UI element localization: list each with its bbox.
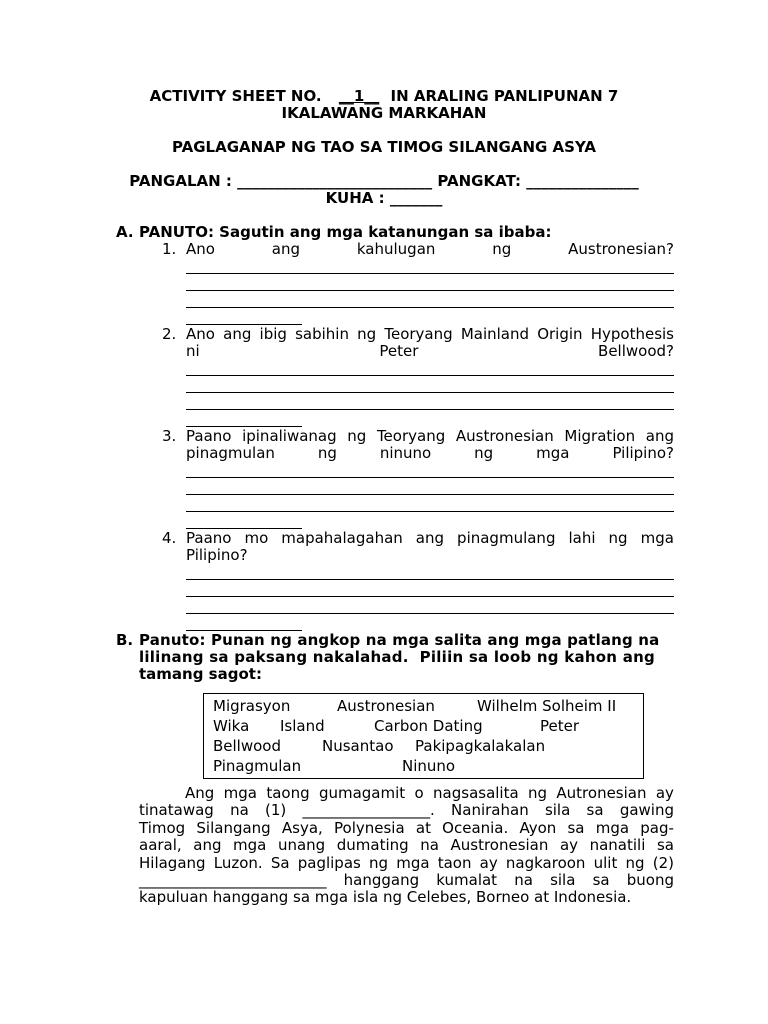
- word-bank-item: Wilhelm Solheim II: [477, 697, 617, 715]
- q1-word: ang: [271, 240, 301, 258]
- question-4-text-line2: Pilipino?: [186, 546, 248, 564]
- paragraph-word: ay: [559, 836, 579, 855]
- q3-word: Teoryang: [376, 427, 446, 445]
- page-title: PAGLAGANAP NG TAO SA TIMOG SILANGANG ASYA: [172, 138, 596, 156]
- paragraph-word: pag-: [640, 818, 674, 837]
- paragraph-word: sa: [567, 818, 585, 837]
- q3-word: mga: [536, 444, 570, 462]
- q4-word: mo: [244, 529, 269, 547]
- q4-word: pinagmulang: [457, 529, 556, 547]
- paragraph-line: [139, 872, 674, 889]
- question-4-text: [186, 530, 674, 547]
- paragraph-word: taon: [437, 853, 472, 872]
- section-a-letter: A.: [116, 223, 134, 241]
- paragraph-word: buong: [626, 871, 674, 890]
- q2-word: ng: [357, 325, 377, 343]
- q3-word: Migration: [564, 427, 636, 445]
- section-b-letter: B.: [116, 631, 134, 649]
- paragraph-line: [139, 889, 674, 906]
- section-a-instruction: PANUTO: Sagutin ang mga katanungan sa ibaba:: [139, 223, 552, 241]
- paragraph-word: Oceania.: [442, 818, 509, 837]
- section-b-instruction-2: lilinang sa paksang nakalahad. Piliin sa loob ng kahon ang: [139, 648, 655, 666]
- paragraph-word: Ang: [185, 784, 215, 802]
- question-3-text-line2: [186, 445, 674, 462]
- q2-word: Ano: [186, 325, 215, 343]
- question-3-text: [186, 428, 674, 445]
- question-1-text: [186, 241, 674, 258]
- score-field[interactable]: _______: [389, 189, 443, 207]
- word-bank-item: Pakipagkalakalan: [415, 737, 546, 755]
- heading-suffix: IN ARALING PANLIPUNAN 7: [390, 87, 619, 105]
- word-bank-item: Nusantao: [322, 737, 394, 755]
- q1-word: Austronesian?: [568, 240, 674, 258]
- paragraph-line: [139, 802, 674, 819]
- answer-line[interactable]: [186, 392, 674, 393]
- group-label: PANGKAT:: [437, 172, 521, 190]
- q2-word: Hypothesis: [590, 325, 674, 343]
- q2-word: ang: [223, 325, 252, 343]
- q3-word: ang: [645, 427, 674, 445]
- q2-word: Teoryang: [384, 325, 453, 343]
- question-number: 1.: [162, 240, 177, 258]
- paragraph-word: kumalat: [436, 871, 498, 890]
- paragraph-word: sila: [544, 801, 571, 820]
- paragraph-word: ng: [369, 853, 389, 872]
- paragraph-word: taong: [266, 784, 310, 802]
- word-bank-item: Island: [280, 717, 325, 735]
- answer-line[interactable]: [186, 596, 674, 597]
- answer-line[interactable]: [186, 290, 674, 291]
- paragraph-word: Polynesia: [334, 818, 405, 837]
- q4-word: Paano: [186, 529, 232, 547]
- q4-word: lahi: [568, 529, 596, 547]
- paragraph-word: Timog: [139, 818, 186, 837]
- q2-word: Peter: [379, 342, 419, 360]
- q3-word: Paano: [186, 427, 232, 445]
- paragraph-line: [139, 837, 674, 854]
- blank-1-field[interactable]: _________________.: [302, 801, 435, 820]
- answer-line[interactable]: [186, 579, 674, 580]
- paragraph-word: Autronesian: [556, 784, 647, 802]
- answer-line[interactable]: [186, 409, 674, 410]
- name-group-line: [0, 173, 768, 190]
- q3-word: ng: [317, 444, 337, 462]
- q3-word: ng: [347, 427, 367, 445]
- paragraph-word: paglipas: [297, 853, 361, 872]
- paragraph-word: na: [514, 871, 533, 890]
- question-number: 2.: [162, 325, 177, 343]
- paragraph-word: na: [420, 836, 439, 855]
- name-field[interactable]: __________________________: [237, 172, 433, 190]
- paragraph-word: (2): [652, 853, 674, 872]
- score-line: [0, 190, 768, 207]
- question-2-text: [186, 326, 674, 343]
- fill-in-paragraph: [139, 785, 674, 907]
- paragraph-word: Luzon.: [213, 853, 263, 872]
- paragraph-word: mga: [223, 784, 257, 802]
- blank-2-field[interactable]: _________________________: [139, 871, 327, 890]
- word-bank-item: Migrasyon: [213, 697, 291, 715]
- score-label: KUHA :: [325, 189, 385, 207]
- paragraph-word: nanatili: [589, 836, 646, 855]
- word-bank-item: Peter: [540, 717, 580, 735]
- word-bank-item: Carbon Dating: [374, 717, 483, 735]
- q3-word: Austronesian: [455, 427, 554, 445]
- section-b-instruction-1: Panuto: Punan ng angkop na mga salita ang mga patlang na: [139, 631, 660, 649]
- answer-line[interactable]: [186, 494, 674, 495]
- paragraph-word: (1): [265, 801, 287, 820]
- question-number: 3.: [162, 427, 177, 445]
- activity-number: __1__: [338, 87, 380, 105]
- paragraph-line: [139, 785, 674, 802]
- paragraph-word: Asya,: [281, 818, 323, 837]
- q2-word: Bellwood?: [598, 342, 674, 360]
- paragraph-word: ng: [625, 853, 645, 872]
- paragraph-word: sa: [656, 836, 674, 855]
- paragraph-word: tinatawag: [139, 801, 214, 820]
- q3-word: ninuno: [379, 444, 432, 462]
- paragraph-line: [139, 855, 674, 872]
- paragraph-word: ng: [528, 784, 548, 802]
- q3-word: pinagmulan: [186, 444, 275, 462]
- q4-word: mga: [640, 529, 674, 547]
- word-bank-item: Ninuno: [402, 757, 456, 775]
- paragraph-word: unang: [277, 836, 326, 855]
- q2-word: Mainland: [460, 325, 530, 343]
- paragraph-word: ulit: [593, 853, 618, 872]
- q4-word: ng: [608, 529, 628, 547]
- q3-word: ipinaliwanag: [242, 427, 337, 445]
- paragraph-word: ay: [655, 784, 674, 802]
- paragraph-word: mga: [396, 853, 430, 872]
- paragraph-word: Nanirahan: [451, 801, 529, 820]
- paragraph-word: gawing: [619, 801, 674, 820]
- activity-sheet-heading: [0, 88, 768, 105]
- paragraph-word: at: [415, 818, 431, 837]
- answer-line[interactable]: [186, 375, 674, 376]
- answer-line[interactable]: [186, 613, 674, 614]
- q1-word: kahulugan: [356, 240, 436, 258]
- paragraph-word: dumating: [336, 836, 409, 855]
- q2-word: Origin: [537, 325, 583, 343]
- word-bank-item: Bellwood: [213, 737, 281, 755]
- paragraph-word: Sa: [270, 853, 290, 872]
- paragraph-word: Ayon: [519, 818, 557, 837]
- q2-word: ibig: [259, 325, 287, 343]
- paragraph-word: sa: [592, 871, 610, 890]
- paragraph-word: mga: [233, 836, 267, 855]
- paragraph-word: ang: [193, 836, 222, 855]
- q2-word: ni: [186, 342, 200, 360]
- paragraph-word: na: [230, 801, 249, 820]
- answer-line[interactable]: [186, 477, 674, 478]
- q1-word: Ano: [186, 240, 215, 258]
- paragraph-word: nagsasalita: [433, 784, 519, 802]
- answer-line[interactable]: [186, 273, 674, 274]
- paragraph-word: sila: [550, 871, 576, 890]
- paragraph-word: mga: [595, 818, 630, 837]
- q3-word: ng: [474, 444, 494, 462]
- question-2-text-line2: [186, 343, 674, 360]
- paragraph-word: sa: [586, 801, 604, 820]
- word-bank-item: Pinagmulan: [213, 757, 302, 775]
- q1-word: ng: [492, 240, 512, 258]
- heading-prefix: ACTIVITY SHEET NO.: [149, 87, 322, 105]
- q4-word: mapahalagahan: [281, 529, 403, 547]
- paragraph-word: ay: [479, 853, 498, 872]
- paragraph-line: [139, 820, 674, 837]
- paragraph-word: gumagamit: [318, 784, 406, 802]
- q4-word: ang: [415, 529, 445, 547]
- name-label: PANGALAN :: [129, 172, 232, 190]
- answer-line[interactable]: [186, 307, 674, 308]
- quarter-heading: IKALAWANG MARKAHAN: [281, 104, 487, 122]
- paragraph-word: Silangang: [196, 818, 271, 837]
- paragraph-last-line: kapuluan hanggang sa mga isla ng Celebes, Borneo at Indonesia.: [139, 888, 632, 907]
- paragraph-word: Hilagang: [139, 853, 206, 872]
- word-bank-item: Wika: [213, 717, 250, 735]
- q2-word: sabihin: [295, 325, 349, 343]
- paragraph-word: nagkaroon: [505, 853, 586, 872]
- question-number: 4.: [162, 529, 177, 547]
- group-field[interactable]: _______________: [526, 172, 639, 190]
- q3-word: Pilipino?: [612, 444, 674, 462]
- word-bank-item: Austronesian: [337, 697, 435, 715]
- paragraph-word: Austronesian: [450, 836, 549, 855]
- paragraph-word: hanggang: [343, 871, 420, 890]
- answer-line[interactable]: [186, 511, 674, 512]
- paragraph-word: o: [414, 784, 424, 802]
- section-b-instruction-3: tamang sagot:: [139, 665, 262, 683]
- paragraph-word: aaral,: [139, 836, 182, 855]
